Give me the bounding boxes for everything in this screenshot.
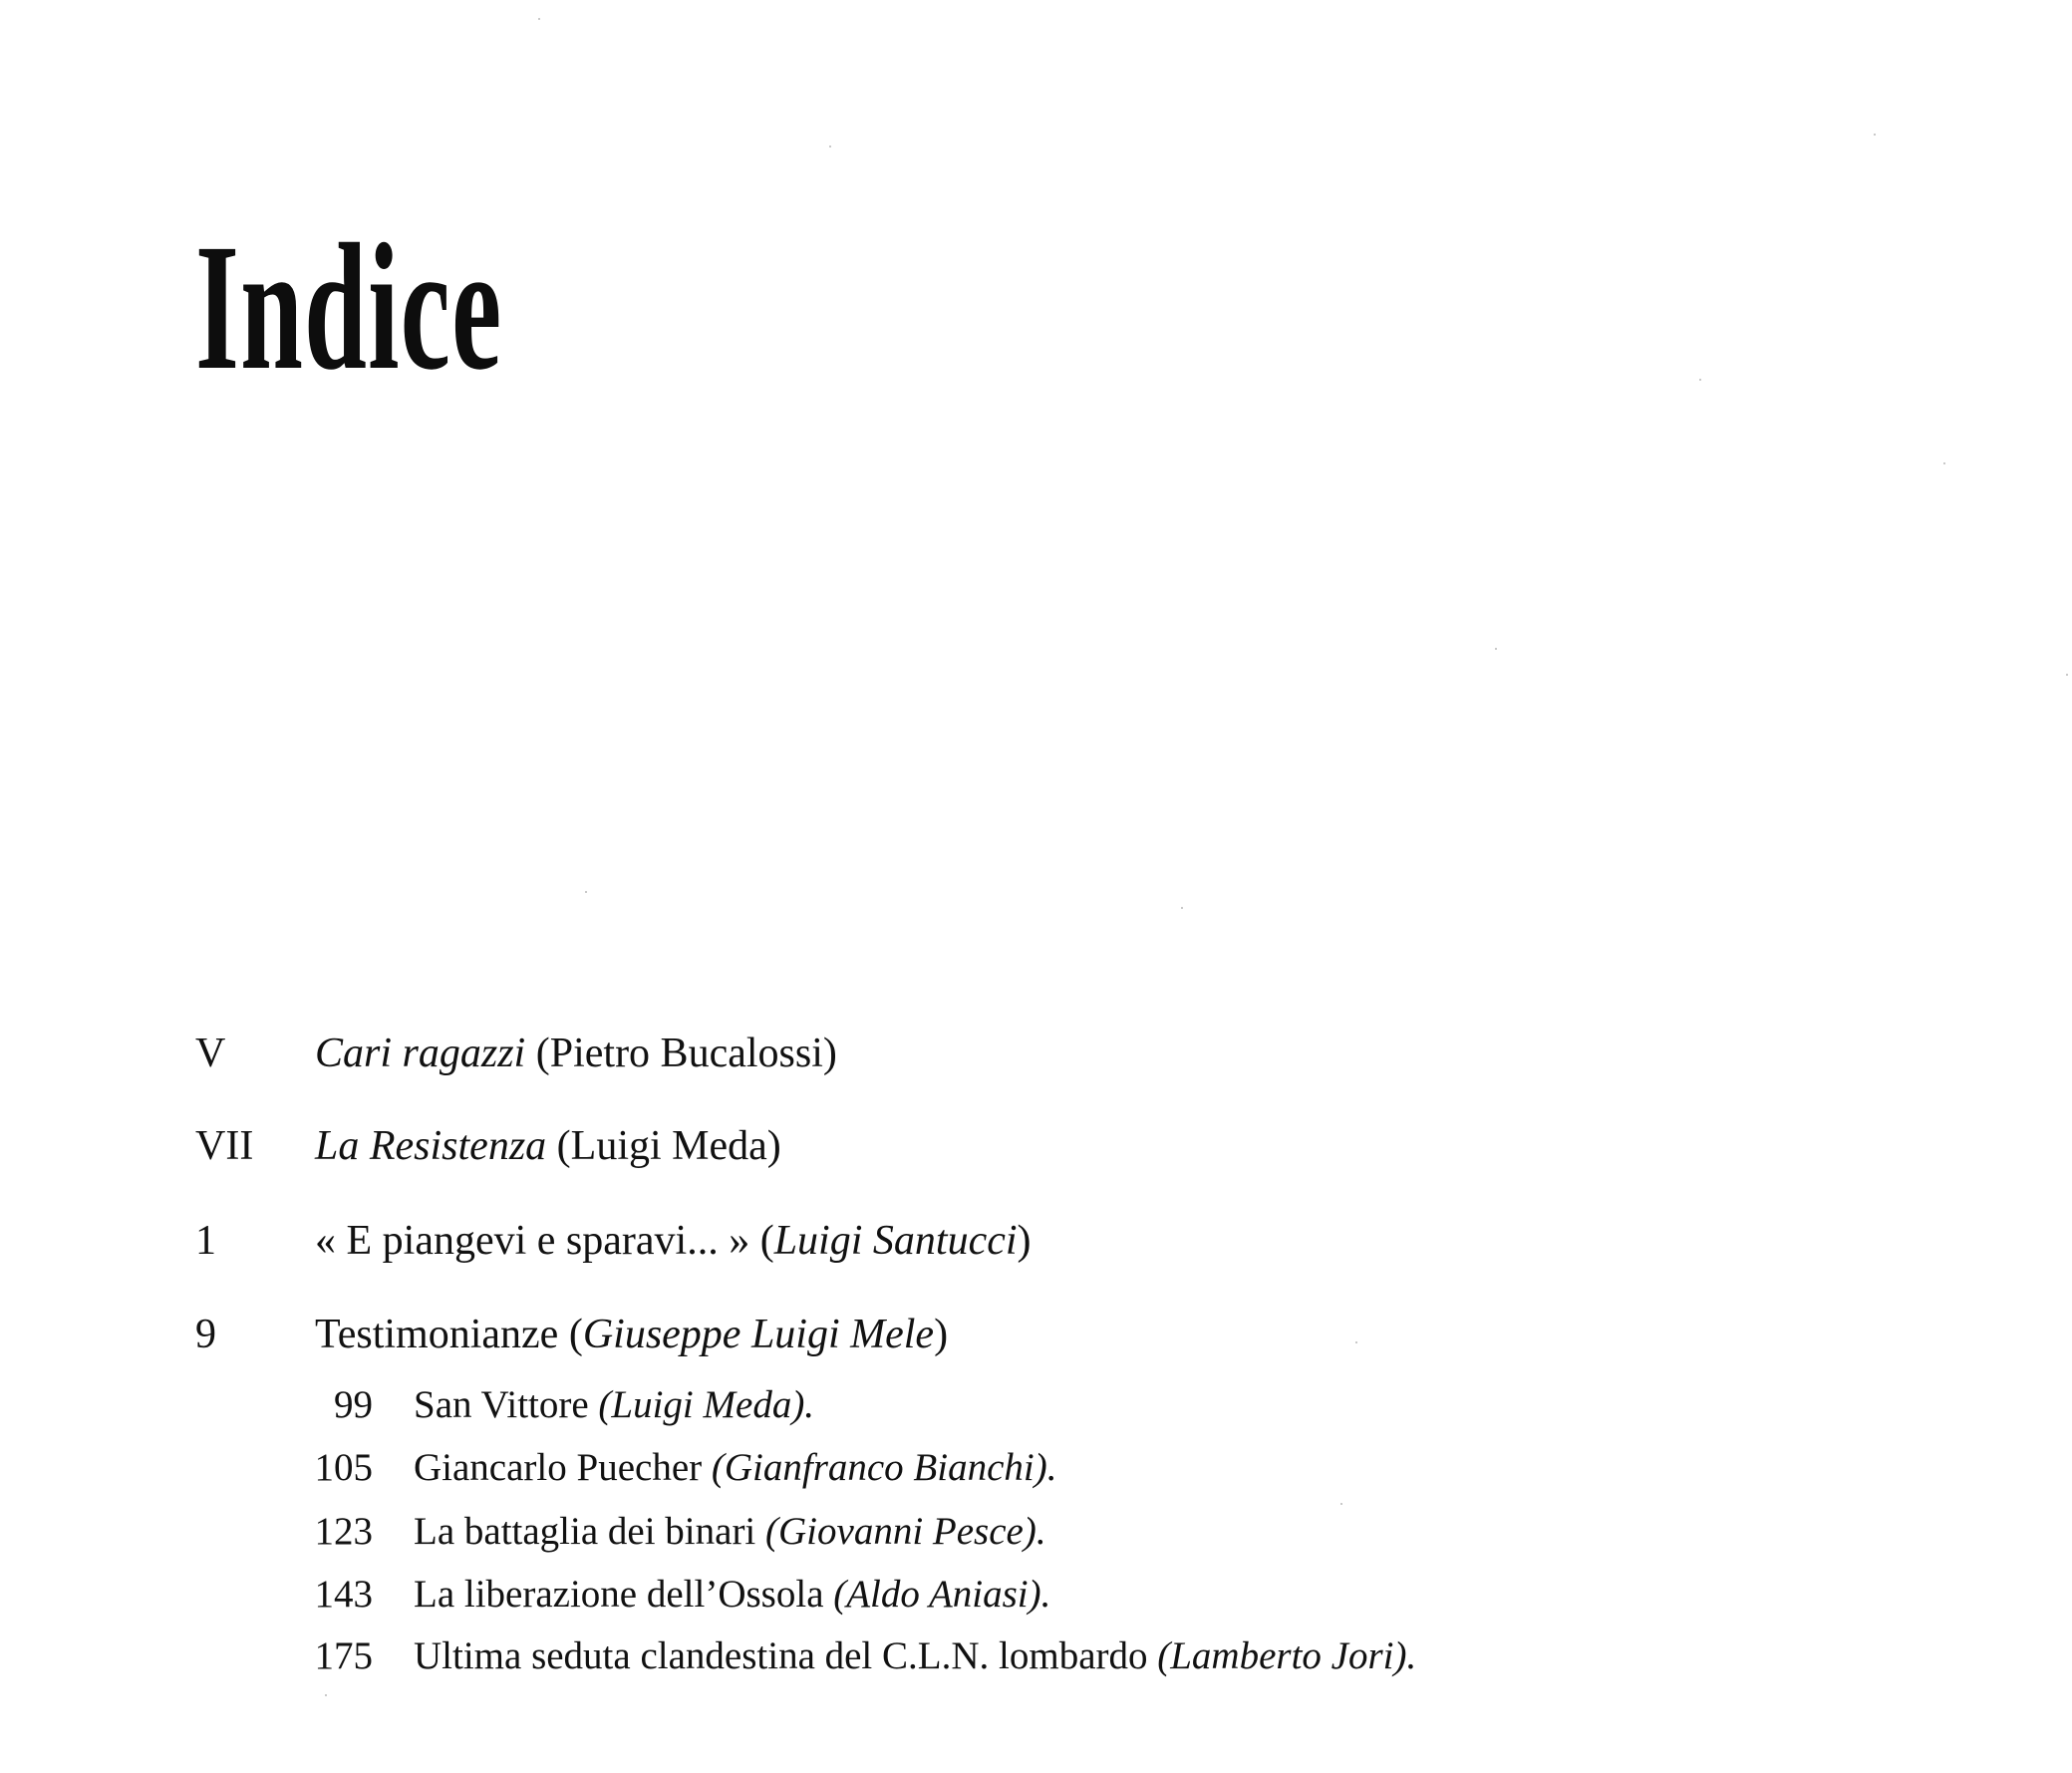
entry-author: Luigi Meda [570,1123,767,1169]
entry-title: La liberazione dell’Ossola [414,1573,824,1616]
entry-text [414,1628,1416,1684]
entry-author: Giuseppe Luigi Mele [582,1312,935,1357]
scan-speck [1943,462,1945,464]
entry-author: (Giovanni Pesce). [765,1510,1046,1553]
scan-speck [1355,1341,1357,1343]
entry-text [414,1504,1046,1560]
scan-speck [829,146,831,148]
entry-title: Cari ragazzi [315,1031,526,1076]
scan-speck [585,891,587,893]
scan-speck [538,18,540,20]
entry-text: La Resistenza (Luigi Meda) [315,1123,781,1169]
scan-speck [1181,907,1183,909]
entry-text [414,1567,1050,1623]
page-number: 105 [314,1446,373,1489]
scan-speck [1874,134,1876,136]
page-number: 143 [314,1573,373,1616]
page-number: V [195,1031,226,1076]
entry-title: Ultima seduta clandestina del C.L.N. lombardo [414,1634,1148,1677]
entry-author: (Luigi Meda). [598,1383,815,1426]
entry-text [414,1377,814,1433]
entry-author: (Gianfranco Bianchi). [711,1446,1057,1489]
entry-author: Luigi Santucci [773,1218,1018,1264]
scan-speck [2066,674,2068,676]
entry-title: La battaglia dei binari [414,1510,756,1553]
entry-text [414,1440,1056,1496]
page-number: 1 [195,1218,216,1264]
scan-speck [1495,648,1497,650]
page-number: 9 [195,1312,216,1357]
page-number: 175 [314,1634,373,1677]
scan-speck [1340,1503,1342,1505]
entry-author: (Aldo Aniasi). [833,1573,1051,1616]
entry-text: Testimonianze (Giuseppe Luigi Mele) [315,1312,949,1357]
scan-speck [1699,379,1701,381]
page-number: 99 [334,1383,373,1426]
entry-title: La Resistenza [315,1123,547,1169]
entry-title: Testimonianze [315,1312,559,1357]
page-title: Indice [195,207,503,408]
entry-title: « E piangevi e sparavi... » [315,1218,750,1264]
entry-title: Giancarlo Puecher [414,1446,703,1489]
entry-title: San Vittore [414,1383,589,1426]
page-number: VII [195,1123,254,1169]
entry-text: « E piangevi e sparavi... » (Luigi Santucci) [315,1218,1032,1264]
page-number: 123 [314,1510,373,1553]
entry-author: Pietro Bucalossi [549,1031,823,1076]
entry-text: Cari ragazzi (Pietro Bucalossi) [315,1031,837,1076]
entry-author: (Lamberto Jori). [1157,1634,1417,1677]
scan-speck [325,1694,327,1696]
